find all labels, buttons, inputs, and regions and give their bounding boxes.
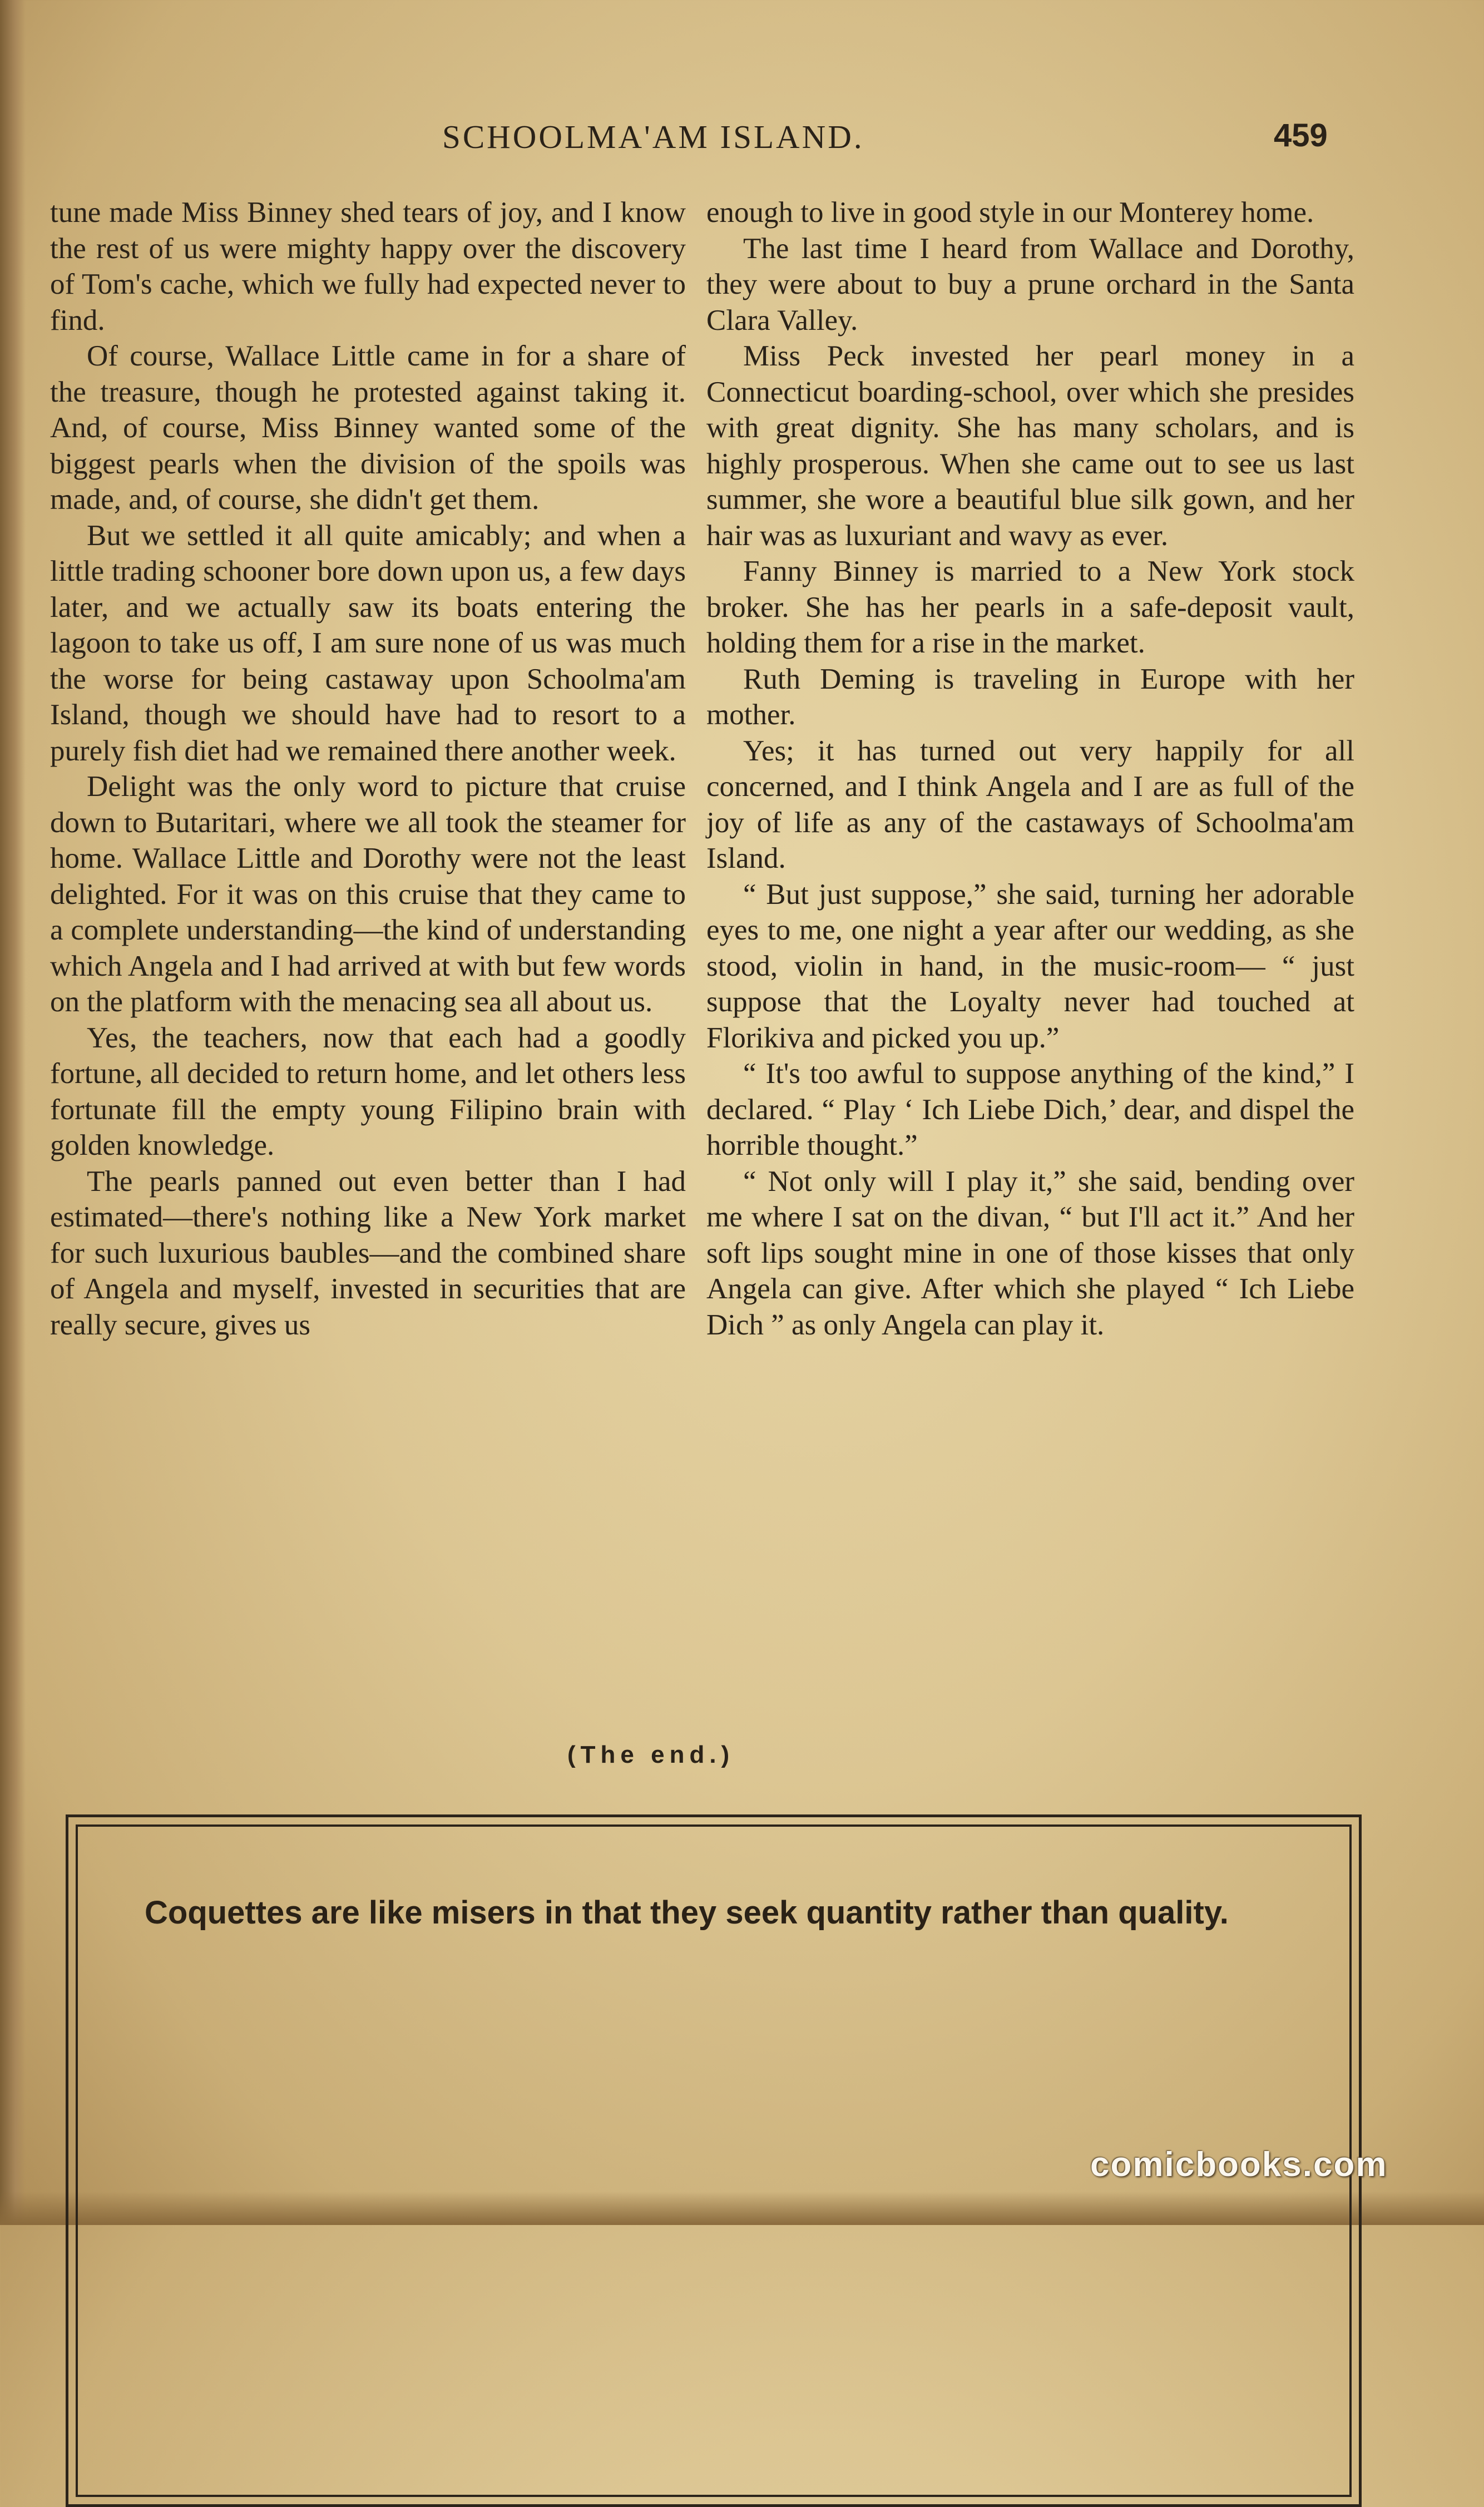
paragraph: The pearls panned out even better than I had estimated—there's nothing like a New York market for such luxurious baubles—and the combined share of Angela and myself, invested in securities that are really secure, gives us: [50, 1165, 686, 1341]
paragraph: “ But just suppose,” she said, turning her adorable eyes to me, one night a year after our wedding, as she stood, violin in hand, in the music-room— “ just suppose that the Loyalty never had touched at Florikiva and picked you up.”: [706, 878, 1354, 1054]
paragraph: Yes, the teachers, now that each had a goodly fortune, all decided to return home, and let others less fortunate fill the empty young Filipino brain with golden knowledge.: [50, 1021, 686, 1161]
paragraph: Ruth Deming is traveling in Europe with her mother.: [706, 662, 1354, 731]
paragraph: Fanny Binney is married to a New York stock broker. She has her pearls in a safe-deposit vault, holding them for a rise in the market.: [706, 555, 1354, 659]
paragraph: The last time I heard from Wallace and Dorothy, they were about to buy a prune orchard in the Santa Clara Valley.: [706, 232, 1354, 337]
boxed-quote: Coquettes are like misers in that they seek quantity rather than quality.: [145, 1895, 1229, 1931]
paragraph: But we settled it all quite amicably; and when a little trading schooner bore down upon us, a few days later, and we actually saw its boats entering the lagoon to take us off, I am sure none of us was much the worse for being castaway upon Schoolma'am Island, though we should have had to resort to a purely fish diet had we remained there another week.: [50, 519, 686, 767]
paragraph: Of course, Wallace Little came in for a share of the treasure, though he protested against taking it. And, of course, Miss Binney wanted some of the biggest pearls when the division of the spoils was made, and, of course, she didn't get them.: [50, 340, 686, 516]
paragraph: “ It's too awful to suppose anything of the kind,” I declared. “ Play ‘ Ich Liebe Dich,’ dear, and dispel the horrible thought.”: [706, 1057, 1354, 1161]
page-gutter-shadow: [0, 0, 26, 2225]
paragraph: Yes; it has turned out very happily for all concerned, and I think Angela and I are as full of the joy of life as any of the castaways of Schoolma'am Island.: [706, 734, 1354, 874]
running-title: SCHOOLMA'AM ISLAND.: [442, 118, 864, 155]
watermark: comicbooks.com: [1090, 2145, 1388, 2184]
paragraph: enough to live in good style in our Monterey home.: [706, 196, 1314, 229]
right-column: [706, 195, 1354, 1343]
paragraph: “ Not only will I play it,” she said, bending over me where I sat on the divan, “ but I'll act it.” And her soft lips sought mine in one of those kisses that only Angela can give. After which she played “ Ich Liebe Dich ” as only Angela can play it.: [706, 1165, 1354, 1341]
the-end-marker: (The end.): [567, 1741, 735, 1768]
paragraph: Delight was the only word to picture that cruise down to Butaritari, where we all took the steamer for home. Wallace Little and Dorothy were not the least delighted. For it was on this cruise that they came to a complete understanding—the kind of understanding which Angela and I had arrived at with but few words on the platform with the menacing sea all about us.: [50, 770, 686, 1018]
page-number: 459: [1274, 117, 1328, 154]
paragraph: Miss Peck invested her pearl money in a Connecticut boarding-school, over which she presides with great dignity. She has many scholars, and is highly prosperous. When she came out to see us last summer, she wore a beautiful blue silk gown, and her hair was as luxuriant and wavy as ever.: [706, 340, 1354, 552]
paragraph: tune made Miss Binney shed tears of joy, and I know the rest of us were mighty happy over the discovery of Tom's cache, which we fully had expected never to find.: [50, 196, 686, 337]
left-column: [50, 195, 686, 1343]
